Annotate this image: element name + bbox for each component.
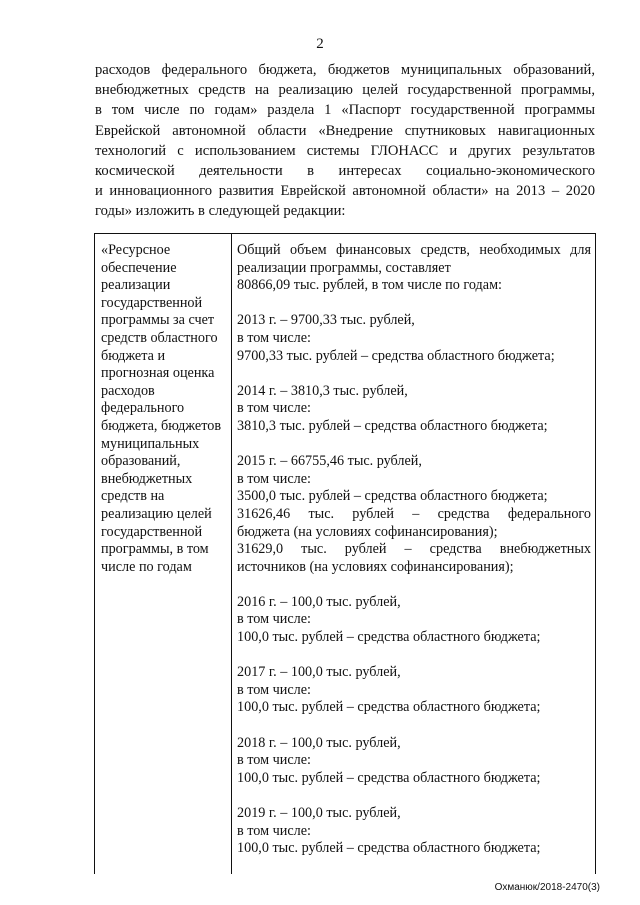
header-line: муниципальных: [101, 435, 200, 452]
year-line: бюджета (на условиях софинансирования);: [237, 523, 498, 540]
year-line: 31629,0 тыс. рублей – средства внебюджетных: [237, 541, 591, 558]
page-number: 2: [316, 36, 324, 52]
year-line: 9700,33 тыс. рублей – средства областного бюджета;: [237, 347, 555, 364]
year-line: 100,0 тыс. рублей – средства областного бюджета;: [237, 769, 541, 786]
year-line: 100,0 тыс. рублей – средства областного бюджета;: [237, 629, 541, 646]
header-line: числе по годам: [101, 558, 192, 575]
intro-line: технологий с использованием системы ГЛОНАСС и других результатов: [95, 142, 595, 159]
year-line: в том числе:: [237, 752, 311, 769]
year-line: 2017 г. – 100,0 тыс. рублей,: [237, 664, 401, 681]
header-line: государственной: [101, 294, 203, 311]
header-line: расходов: [101, 382, 155, 399]
intro-line: внебюджетных средств на реализацию целей государственной программы,: [95, 82, 595, 99]
year-line: 100,0 тыс. рублей – средства областного бюджета;: [237, 699, 541, 716]
year-block-2017: [237, 664, 591, 717]
header-line: государственной: [101, 523, 203, 540]
summary-line: Общий объем финансовых средств, необходимых для: [237, 242, 591, 258]
intro-line: космической деятельности в интересах социально-экономического: [95, 163, 595, 180]
intro-line: в том числе по годам» раздела 1 «Паспорт государственной программы: [95, 102, 595, 119]
intro-line: Еврейской автономной области «Внедрение спутниковых навигационных: [95, 122, 595, 139]
total-summary: [237, 242, 591, 295]
year-line: в том числе:: [237, 470, 311, 487]
resource-table: [94, 233, 596, 874]
year-line: в том числе:: [237, 400, 311, 417]
header-line: реализацию целей: [101, 505, 212, 522]
year-block-2019: [237, 805, 591, 858]
intro-paragraph: [95, 60, 595, 222]
year-line: 100,0 тыс. рублей – средства областного бюджета;: [237, 840, 541, 857]
year-block-2018: [237, 735, 591, 788]
header-line: бюджета, бюджетов: [101, 417, 222, 434]
table-value-cell: [237, 242, 591, 875]
header-line: средств областного: [101, 329, 218, 346]
intro-line: расходов федерального бюджета, бюджетов муниципальных образований,: [95, 62, 595, 78]
year-line: 2014 г. – 3810,3 тыс. рублей,: [237, 382, 408, 399]
header-line: прогнозная оценка: [101, 365, 215, 382]
header-line: программы, в том: [101, 541, 209, 558]
header-line: федерального: [101, 400, 185, 417]
year-line: 2018 г. – 100,0 тыс. рублей,: [237, 734, 401, 751]
year-line: 2016 г. – 100,0 тыс. рублей,: [237, 593, 401, 610]
year-line: источников (на условиях софинансирования);: [237, 558, 514, 575]
year-block-2013: [237, 312, 591, 365]
header-line: внебюджетных: [101, 470, 193, 487]
year-block-2016: [237, 594, 591, 647]
year-line: в том числе:: [237, 329, 311, 346]
header-line: программы за счет: [101, 312, 215, 329]
column-divider: [231, 234, 232, 874]
summary-line: 80866,09 тыс. рублей, в том числе по годам:: [237, 277, 502, 294]
year-line: 3810,3 тыс. рублей – средства областного бюджета;: [237, 417, 548, 434]
year-block-2015: [237, 453, 591, 576]
year-line: 31626,46 тыс. рублей – средства федерального: [237, 505, 591, 522]
year-line: 2013 г. – 9700,33 тыс. рублей,: [237, 312, 415, 329]
year-line: 2019 г. – 100,0 тыс. рублей,: [237, 805, 401, 821]
intro-line: годы» изложить в следующей редакции:: [95, 203, 346, 220]
header-line: реализации: [101, 277, 171, 294]
summary-line: реализации программы, составляет: [237, 259, 451, 276]
year-line: 2015 г. – 66755,46 тыс. рублей,: [237, 453, 422, 470]
intro-line: и инновационного развития Еврейской автономной области» на 2013 – 2020: [95, 183, 595, 200]
header-line: средств на: [101, 488, 165, 505]
table-row-header-cell: [101, 242, 229, 576]
year-line: в том числе:: [237, 681, 311, 698]
year-line: в том числе:: [237, 611, 311, 628]
header-line: «Ресурсное: [101, 242, 171, 258]
header-line: бюджета и: [101, 347, 166, 364]
document-reference: Охманюк/2018-2470(3): [494, 882, 600, 893]
header-line: обеспечение: [101, 259, 177, 276]
year-line: в том числе:: [237, 822, 311, 839]
header-line: образований,: [101, 453, 181, 470]
year-line: 3500,0 тыс. рублей – средства областного бюджета;: [237, 488, 548, 505]
year-block-2014: [237, 383, 591, 436]
